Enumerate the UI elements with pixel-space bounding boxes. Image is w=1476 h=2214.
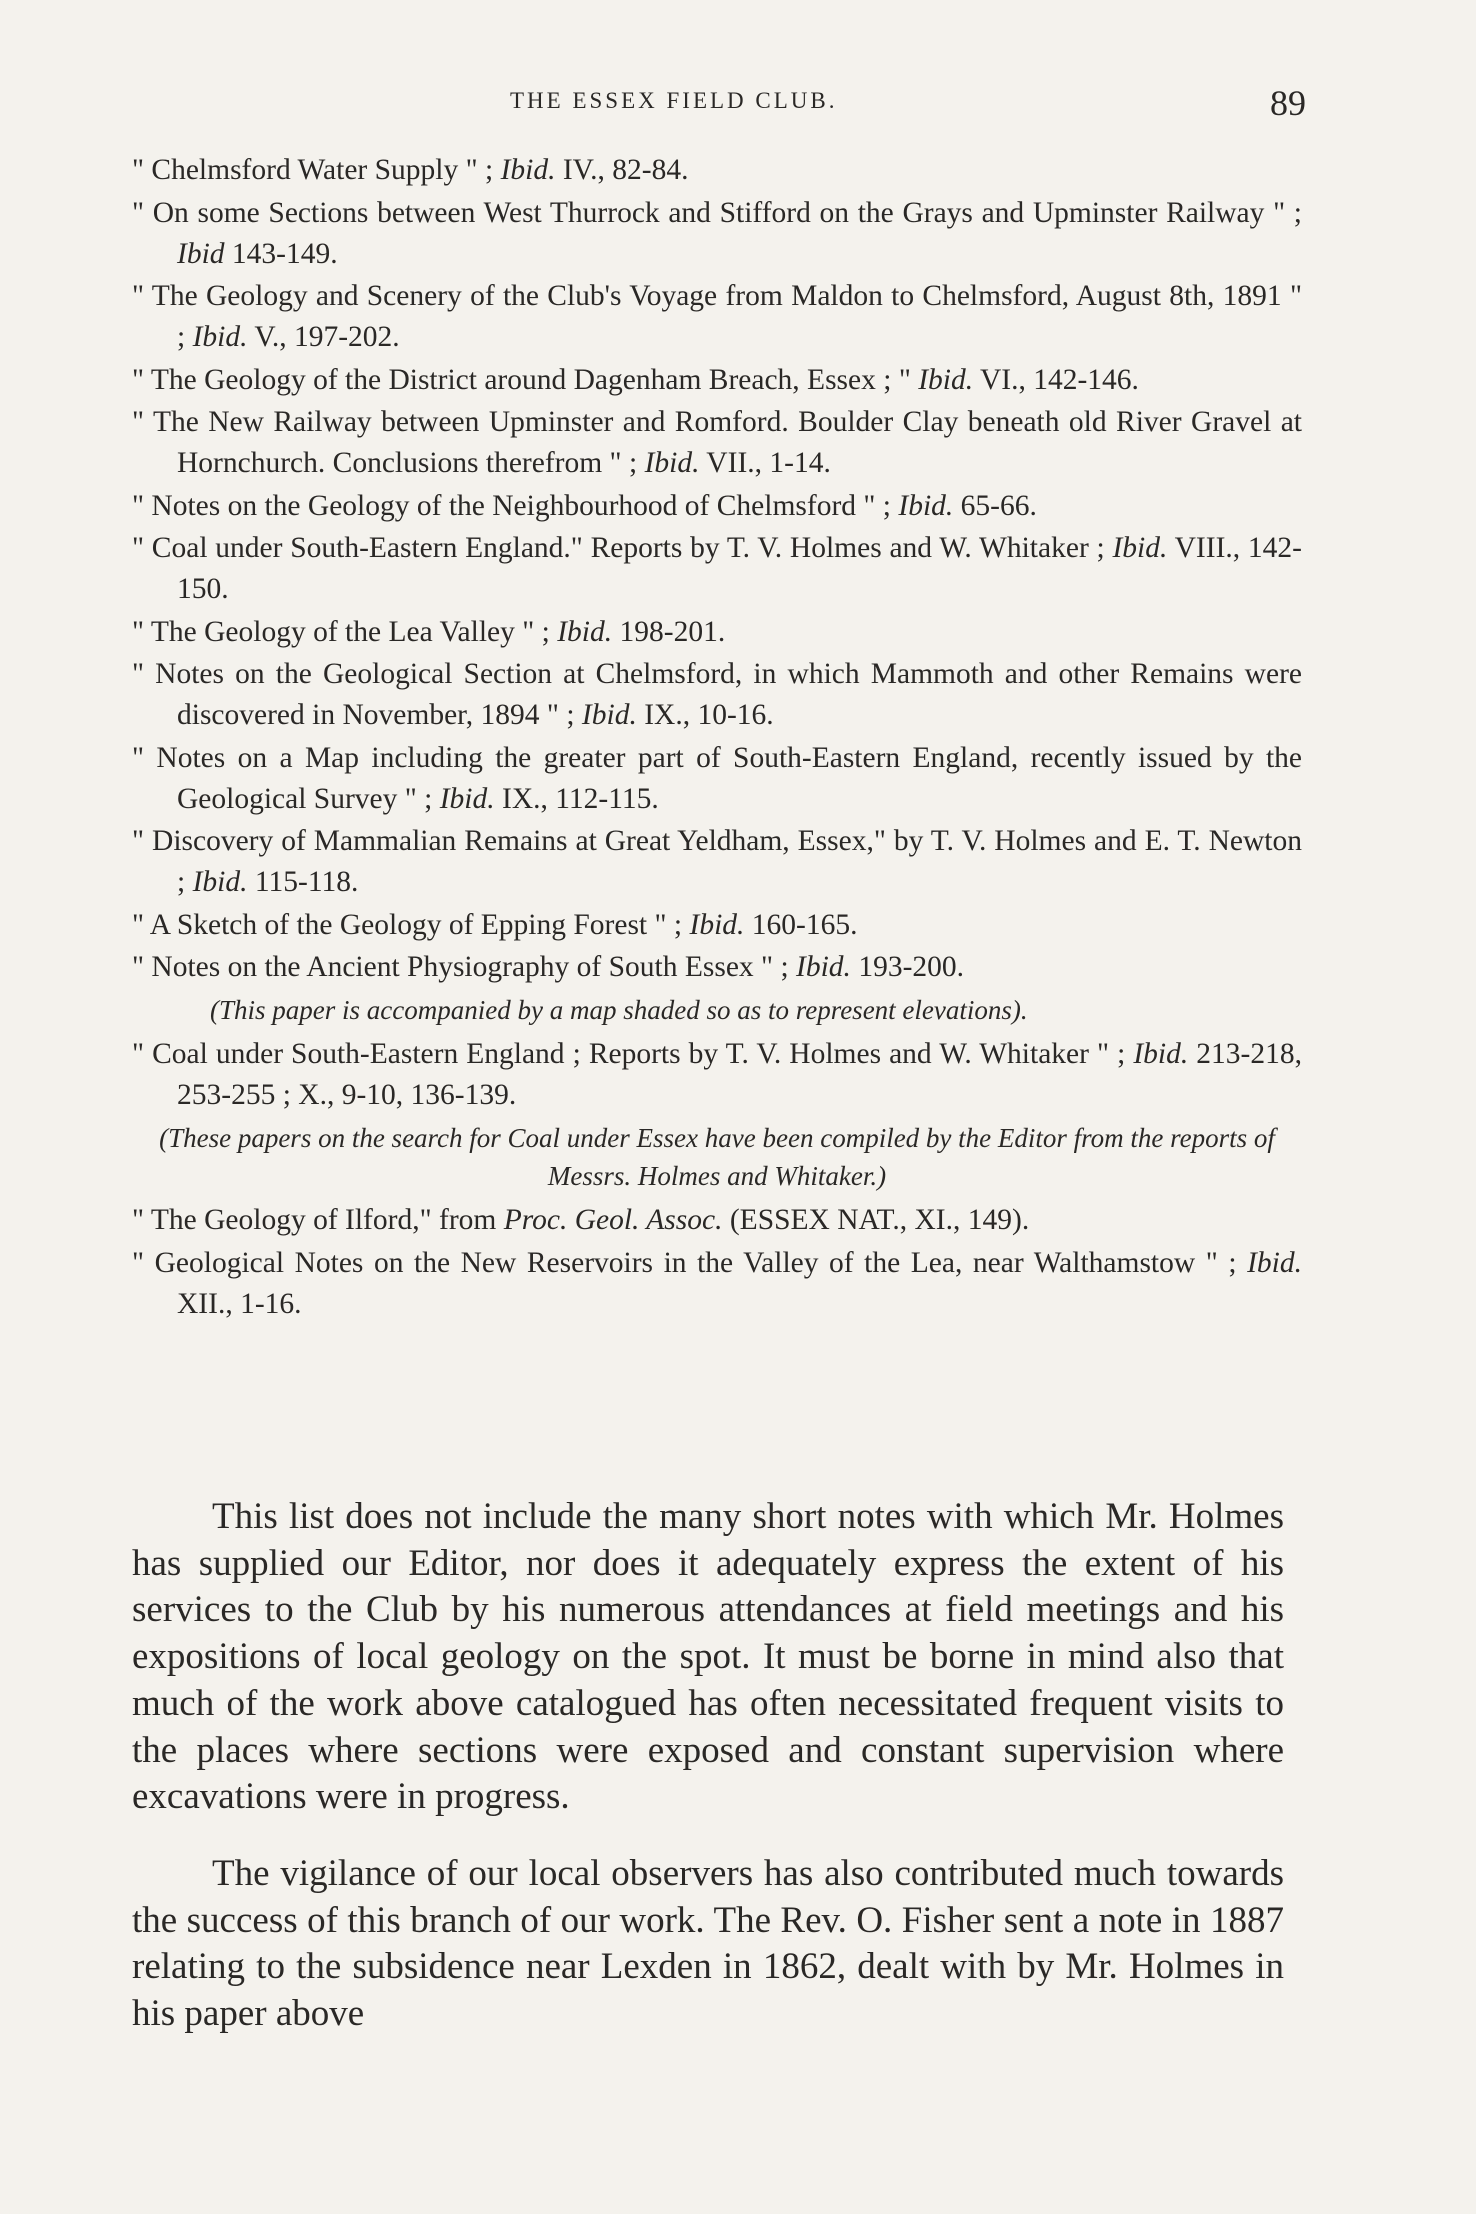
entry-reference: Ibid. <box>192 866 248 898</box>
bibliography-entry <box>132 402 1302 484</box>
entry-reference: Ibid. <box>1112 532 1168 564</box>
bibliography-entry <box>132 947 1302 988</box>
entry-text: 213-218, 253-255 ; X., 9-10, 136-139. <box>177 1038 1302 1111</box>
entry-text: " The Geology of the District around Dagenham Breach, Essex ; " <box>132 363 919 396</box>
entry-text: " The New Railway between Upminster and Romford. Boulder Clay beneath old River Gravel at Hornchurch. Conclusions therefrom " ; <box>132 406 1302 479</box>
bibliography-entry <box>132 360 1302 401</box>
entry-text: " On some Sections between West Thurrock and Stifford on the Grays and Upminster Railway " ; <box>132 196 1302 229</box>
bibliography-entry <box>132 738 1302 820</box>
entry-text: " Geological Notes on the New Reservoirs in the Valley of the Lea, near Walthamstow " ; <box>132 1246 1248 1279</box>
body-paragraph: This list does not include the many short notes with which Mr. Holmes has supplied our Editor, nor does it adequately express the extent of his services to the Club by his numerous attendances at field meetings and his expositions of local geology on the spot. It must be borne in mind also that much of the work above catalogued has often necessitated frequent visits to the places where sections were exposed and constant supervision where excavations were in progress. <box>132 1496 1284 1818</box>
entry-text: " The Geology of the Lea Valley " ; <box>132 615 558 648</box>
entry-reference: Proc. Geol. Assoc. <box>503 1204 723 1236</box>
bibliography-entry <box>132 193 1302 275</box>
bibliography-entry <box>132 276 1302 358</box>
entry-text: " Coal under South-Eastern England." Reports by T. V. Holmes and W. Whitaker ; <box>132 532 1113 564</box>
bibliography-entry <box>132 486 1302 527</box>
entry-reference: Ibid. <box>439 782 495 815</box>
bibliography-list <box>132 150 1302 1326</box>
entry-text: " Notes on the Geological Section at Chelmsford, in which Mammoth and other Remains were discovered in November, 1894 " ; <box>132 658 1302 731</box>
entry-text: " A Sketch of the Geology of Epping Forest " ; <box>132 908 690 941</box>
page-number: 89 <box>1270 83 1306 123</box>
entry-text: " Discovery of Mammalian Remains at Great Yeldham, Essex," by T. V. Holmes and E. T. Newton ; <box>132 825 1302 898</box>
entry-text: IV., 82-84. <box>555 154 689 186</box>
bibliography-entry <box>132 150 1302 191</box>
entry-reference: Ibid. <box>689 908 745 941</box>
body-text <box>132 1494 1284 2068</box>
entry-text: 160-165. <box>744 908 858 941</box>
entry-reference: Ibid. <box>644 447 700 479</box>
bibliography-entry <box>132 905 1302 946</box>
bibliography-entry <box>132 528 1302 610</box>
entry-text: 198-201. <box>612 615 726 648</box>
entry-text: (This paper is accompanied by a map shaded so as to represent elevations). <box>210 995 1028 1025</box>
bibliography-entry <box>132 1243 1302 1325</box>
entry-text: " Notes on the Geology of the Neighbourhood of Chelmsford " ; <box>132 489 899 522</box>
bibliography-entry <box>132 654 1302 736</box>
entry-reference: Ibid. <box>918 363 974 396</box>
bibliography-entry <box>132 1034 1302 1116</box>
running-title: THE ESSEX FIELD CLUB. <box>510 88 838 113</box>
entry-text: IX., 10-16. <box>636 699 774 731</box>
entry-reference: Ibid. <box>1133 1038 1189 1070</box>
entry-text: 115-118. <box>247 866 359 898</box>
entry-text: VIII., 142-150. <box>177 532 1302 605</box>
entry-text: " Chelmsford Water Supply " ; <box>132 154 501 186</box>
entry-text: 143-149. <box>224 237 338 270</box>
body-paragraph: The vigilance of our local observers has also contributed much towards the success of this branch of our work. The Rev. O. Fisher sent a note in 1887 relating to the subsidence near Lexden in 1862, dealt with by Mr. Holmes in his paper above <box>132 1852 1284 2035</box>
entry-text: 193-200. <box>850 951 965 983</box>
entry-reference: Ibid. <box>1247 1246 1302 1279</box>
entry-text: " Notes on a Map including the greater part of South-Eastern England, recently issued by the Geological Survey " ; <box>132 741 1302 815</box>
entry-text: VI., 142-146. <box>973 363 1139 396</box>
entry-text: " The Geology and Scenery of the Club's Voyage from Maldon to Chelmsford, August 8th, 1891 " ; <box>132 280 1302 353</box>
entry-text: 65-66. <box>953 489 1037 522</box>
entry-reference: Ibid. <box>581 699 637 731</box>
entry-reference: Ibid. <box>557 615 613 648</box>
entry-text: " Notes on the Ancient Physiography of South Essex " ; <box>132 951 797 983</box>
bibliography-entry <box>132 821 1302 903</box>
editorial-note <box>132 991 1302 1029</box>
entry-text: (These papers on the search for Coal under Essex have been compiled by the Editor from the reports of Messrs. Holmes and Whitaker.) <box>159 1123 1275 1191</box>
entry-text: V., 197-202. <box>247 321 400 353</box>
entry-text: " Coal under South-Eastern England ; Reports by T. V. Holmes and W. Whitaker " ; <box>132 1038 1134 1070</box>
entry-reference: Ibid. <box>192 321 248 353</box>
entry-reference: Ibid <box>177 237 225 270</box>
entry-reference: Ibid. <box>898 489 954 522</box>
entry-text: VII., 1-14. <box>699 447 831 479</box>
page-header <box>130 82 1320 132</box>
editorial-note <box>132 1119 1302 1195</box>
bibliography-entry <box>132 612 1302 653</box>
entry-text: (ESSEX NAT., XI., 149). <box>722 1204 1030 1236</box>
entry-text: IX., 112-115. <box>494 782 659 815</box>
entry-reference: Ibid. <box>500 154 556 186</box>
entry-text: " The Geology of Ilford," from <box>132 1204 504 1236</box>
bibliography-entry <box>132 1200 1302 1241</box>
entry-text: XII., 1-16. <box>177 1287 302 1320</box>
entry-reference: Ibid. <box>796 951 851 983</box>
